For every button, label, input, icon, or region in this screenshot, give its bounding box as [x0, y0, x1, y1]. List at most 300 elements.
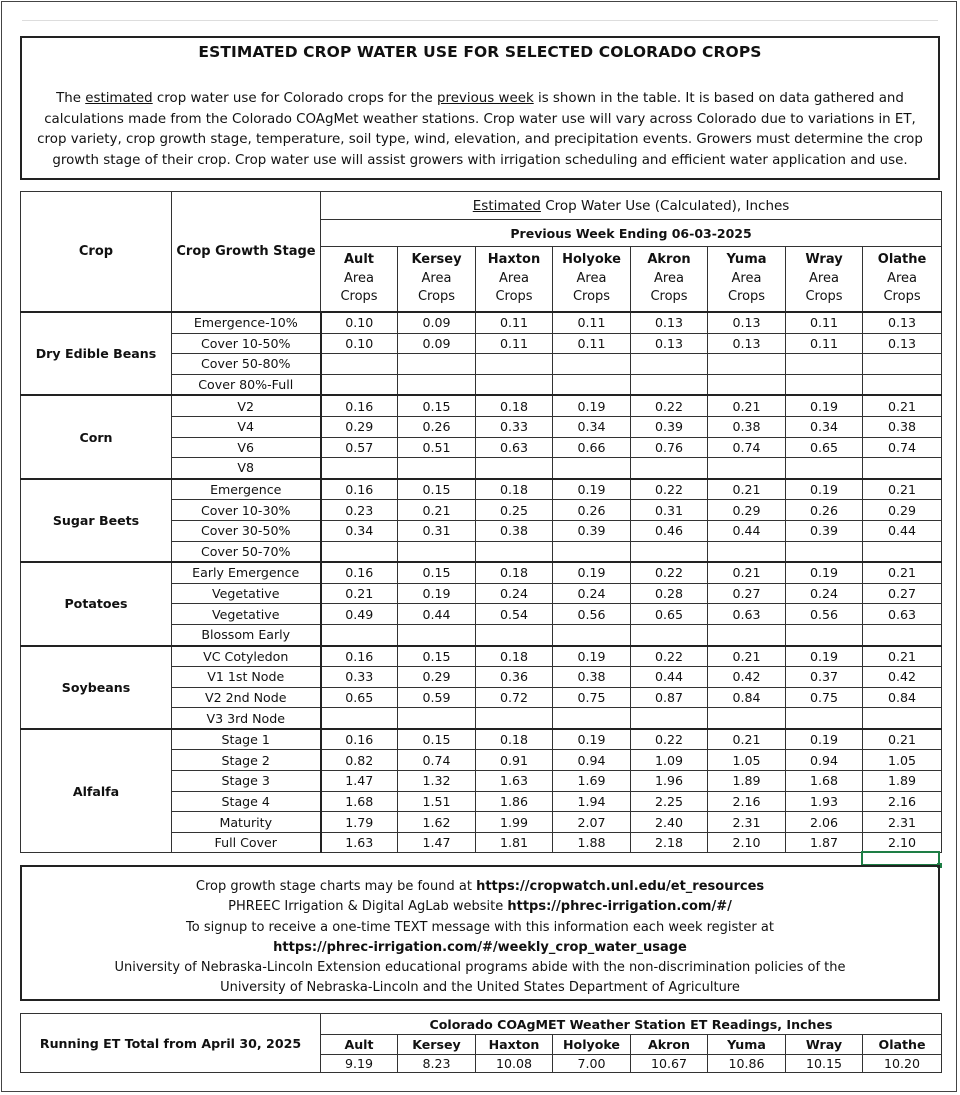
station-sub-area: Area — [499, 270, 529, 286]
water-use-cell[interactable]: 0.29 — [708, 500, 786, 521]
water-use-cell[interactable]: 0.11 — [786, 312, 863, 333]
water-use-cell[interactable]: 0.26 — [398, 416, 476, 437]
water-use-cell[interactable]: 0.63 — [708, 604, 786, 625]
water-use-cell[interactable]: 0.13 — [708, 333, 786, 354]
water-use-cell[interactable] — [398, 541, 476, 562]
water-use-cell[interactable] — [398, 458, 476, 479]
crop-water-use-table — [20, 191, 942, 853]
station-name: Haxton — [487, 252, 541, 268]
cropwatch-link[interactable]: https://cropwatch.unl.edu/et_resources — [476, 879, 765, 894]
station-sub-crops: Crops — [340, 289, 378, 305]
water-use-cell[interactable]: 0.21 — [708, 729, 786, 750]
water-use-cell[interactable]: 1.63 — [476, 771, 553, 792]
water-use-cell[interactable]: 1.63 — [321, 832, 398, 853]
water-use-cell[interactable]: 0.21 — [708, 562, 786, 583]
station-header-olathe — [863, 247, 942, 313]
running-station-name: Holyoke — [553, 1035, 631, 1055]
phrec-link[interactable]: https://phrec-irrigation.com/#/ — [507, 899, 732, 915]
water-use-cell[interactable]: 1.51 — [398, 791, 476, 812]
water-use-cell[interactable]: 1.79 — [321, 812, 398, 833]
water-use-cell[interactable]: 0.18 — [476, 479, 553, 500]
water-use-cell[interactable] — [476, 374, 553, 395]
water-use-cell[interactable]: 0.23 — [321, 500, 398, 521]
water-use-cell[interactable]: 0.42 — [863, 667, 942, 688]
station-header-holyoke — [553, 247, 631, 313]
water-use-cell[interactable]: 1.32 — [398, 771, 476, 792]
growth-stage: Cover 10-50% — [172, 333, 321, 354]
table-row — [21, 729, 942, 750]
water-use-cell[interactable]: 0.15 — [398, 646, 476, 667]
water-use-cell[interactable] — [631, 708, 708, 729]
water-use-cell[interactable] — [708, 541, 786, 562]
water-use-cell[interactable] — [863, 354, 942, 375]
water-use-cell[interactable]: 0.75 — [553, 687, 631, 708]
growth-stage: Full Cover — [172, 832, 321, 853]
station-sub-area: Area — [654, 270, 684, 286]
growth-stage: V4 — [172, 416, 321, 437]
water-use-cell[interactable] — [398, 708, 476, 729]
water-use-cell[interactable] — [321, 374, 398, 395]
water-use-cell[interactable]: 1.93 — [786, 791, 863, 812]
water-use-cell[interactable]: 0.39 — [553, 520, 631, 541]
water-use-cell[interactable]: 2.18 — [631, 832, 708, 853]
running-et-value[interactable]: 9.19 — [321, 1055, 398, 1073]
water-use-cell[interactable]: 0.66 — [553, 437, 631, 458]
water-use-cell[interactable]: 0.56 — [553, 604, 631, 625]
water-use-cell[interactable]: 0.46 — [631, 520, 708, 541]
water-use-cell[interactable]: 0.38 — [863, 416, 942, 437]
water-use-cell[interactable] — [708, 458, 786, 479]
water-use-cell[interactable]: 0.11 — [553, 312, 631, 333]
growth-stage: V1 1st Node — [172, 667, 321, 688]
water-use-cell[interactable]: 0.22 — [631, 729, 708, 750]
growth-stage: Stage 3 — [172, 771, 321, 792]
water-use-cell[interactable]: 0.24 — [786, 583, 863, 604]
water-use-cell[interactable]: 0.28 — [631, 583, 708, 604]
water-use-cell[interactable]: 2.25 — [631, 791, 708, 812]
water-use-cell[interactable] — [863, 708, 942, 729]
water-use-cell[interactable] — [786, 354, 863, 375]
water-use-cell[interactable]: 0.57 — [321, 437, 398, 458]
water-use-cell[interactable] — [708, 708, 786, 729]
water-use-cell[interactable]: 0.34 — [553, 416, 631, 437]
water-use-cell[interactable]: 0.13 — [631, 312, 708, 333]
water-use-cell[interactable]: 0.59 — [398, 687, 476, 708]
water-use-cell[interactable]: 0.25 — [476, 500, 553, 521]
running-et-value[interactable]: 8.23 — [398, 1055, 476, 1073]
water-use-cell[interactable]: 2.16 — [708, 791, 786, 812]
water-use-cell[interactable]: 0.15 — [398, 395, 476, 416]
water-use-cell[interactable]: 0.19 — [553, 646, 631, 667]
water-use-cell[interactable]: 2.16 — [863, 791, 942, 812]
water-use-cell[interactable]: 0.34 — [786, 416, 863, 437]
water-use-cell[interactable] — [476, 624, 553, 645]
running-station-name: Haxton — [476, 1035, 553, 1055]
footer-line-2 — [22, 897, 938, 917]
footer-line-3: To signup to receive a one-time TEXT message with this information each week register at — [186, 919, 774, 935]
station-sub-area: Area — [421, 270, 452, 286]
water-use-cell[interactable] — [786, 374, 863, 395]
water-use-cell[interactable]: 2.31 — [708, 812, 786, 833]
water-use-cell[interactable]: 0.38 — [553, 667, 631, 688]
water-use-cell[interactable]: 1.62 — [398, 812, 476, 833]
station-sub-crops: Crops — [805, 289, 843, 305]
water-use-cell[interactable]: 1.05 — [863, 750, 942, 771]
water-use-cell[interactable]: 0.11 — [476, 312, 553, 333]
running-et-value[interactable]: 10.67 — [631, 1055, 708, 1073]
water-use-cell[interactable] — [321, 708, 398, 729]
growth-stage: V2 — [172, 395, 321, 416]
water-use-cell[interactable]: 0.87 — [631, 687, 708, 708]
station-header-akron — [631, 247, 708, 313]
station-name: Wray — [805, 252, 843, 268]
water-use-cell[interactable]: 0.91 — [476, 750, 553, 771]
water-use-cell[interactable]: 0.76 — [631, 437, 708, 458]
water-use-cell[interactable]: 0.54 — [476, 604, 553, 625]
water-use-cell[interactable]: 0.10 — [321, 312, 398, 333]
intro-text-2: crop water use for Colorado crops for the — [152, 91, 438, 106]
water-use-cell[interactable]: 0.74 — [398, 750, 476, 771]
water-use-cell[interactable]: 0.26 — [553, 500, 631, 521]
water-use-cell[interactable]: 0.74 — [863, 437, 942, 458]
intro-text-1: The — [56, 91, 86, 106]
water-use-cell[interactable] — [553, 708, 631, 729]
water-use-cell[interactable]: 0.72 — [476, 687, 553, 708]
water-use-cell[interactable]: 0.13 — [631, 333, 708, 354]
station-name: Ault — [344, 252, 374, 268]
water-use-cell[interactable]: 0.33 — [476, 416, 553, 437]
water-use-cell[interactable]: 0.19 — [553, 395, 631, 416]
water-use-cell[interactable]: 1.47 — [398, 832, 476, 853]
growth-stage: Early Emergence — [172, 562, 321, 583]
crop-name: Dry Edible Beans — [21, 312, 172, 395]
water-use-cell[interactable]: 0.39 — [786, 520, 863, 541]
water-use-cell[interactable]: 0.63 — [863, 604, 942, 625]
water-use-cell[interactable]: 0.27 — [708, 583, 786, 604]
running-station-name: Ault — [321, 1035, 398, 1055]
water-use-cell[interactable]: 1.47 — [321, 771, 398, 792]
water-use-cell[interactable]: 0.19 — [398, 583, 476, 604]
water-use-cell[interactable] — [863, 458, 942, 479]
growth-stage: V6 — [172, 437, 321, 458]
water-use-cell[interactable]: 0.65 — [631, 604, 708, 625]
weekly-usage-link[interactable]: https://phrec-irrigation.com/#/weekly_crop_water_usage — [273, 939, 687, 955]
water-use-cell[interactable]: 0.21 — [708, 479, 786, 500]
water-use-cell[interactable]: 0.13 — [708, 312, 786, 333]
water-use-cell[interactable] — [476, 458, 553, 479]
water-use-cell[interactable] — [553, 374, 631, 395]
water-use-cell[interactable]: 0.44 — [631, 667, 708, 688]
water-use-cell[interactable]: 0.11 — [786, 333, 863, 354]
water-use-cell[interactable]: 0.65 — [321, 687, 398, 708]
water-use-cell[interactable] — [553, 624, 631, 645]
water-use-cell[interactable]: 0.16 — [321, 479, 398, 500]
growth-stage: Stage 2 — [172, 750, 321, 771]
crop-name: Alfalfa — [21, 729, 172, 853]
water-use-cell[interactable]: 0.16 — [321, 395, 398, 416]
table-title — [321, 192, 942, 220]
running-et-value[interactable]: 7.00 — [553, 1055, 631, 1073]
water-use-cell[interactable]: 0.94 — [786, 750, 863, 771]
station-sub-crops: Crops — [650, 289, 688, 305]
running-et-value[interactable]: 10.86 — [708, 1055, 786, 1073]
water-use-cell[interactable] — [398, 624, 476, 645]
water-use-cell[interactable]: 0.22 — [631, 479, 708, 500]
water-use-cell[interactable]: 0.13 — [863, 312, 942, 333]
water-use-cell[interactable]: 0.51 — [398, 437, 476, 458]
water-use-cell[interactable] — [863, 374, 942, 395]
water-use-cell[interactable]: 0.31 — [631, 500, 708, 521]
sheet-gridline — [22, 20, 938, 21]
water-use-cell[interactable]: 0.21 — [863, 562, 942, 583]
water-use-cell[interactable]: 0.18 — [476, 646, 553, 667]
water-use-cell[interactable]: 1.86 — [476, 791, 553, 812]
water-use-cell[interactable]: 0.19 — [786, 562, 863, 583]
water-use-cell[interactable]: 0.18 — [476, 395, 553, 416]
station-name: Kersey — [411, 252, 462, 268]
footer-line-6: University of Nebraska-Lincoln and the United States Department of Agriculture — [220, 980, 740, 996]
growth-stage: Cover 80%-Full — [172, 374, 321, 395]
water-use-cell[interactable]: 0.75 — [786, 687, 863, 708]
running-station-name: Yuma — [708, 1035, 786, 1055]
water-use-cell[interactable]: 0.15 — [398, 729, 476, 750]
running-station-name: Kersey — [398, 1035, 476, 1055]
footer-line-1 — [22, 877, 938, 897]
station-header-wray — [786, 247, 863, 313]
water-use-cell[interactable] — [631, 541, 708, 562]
water-use-cell[interactable]: 0.19 — [553, 729, 631, 750]
station-sub-area: Area — [809, 270, 839, 286]
water-use-cell[interactable]: 0.44 — [708, 520, 786, 541]
water-use-cell[interactable]: 0.36 — [476, 667, 553, 688]
water-use-cell[interactable]: 0.16 — [321, 646, 398, 667]
water-use-cell[interactable] — [321, 624, 398, 645]
water-use-cell[interactable]: 0.33 — [321, 667, 398, 688]
water-use-cell[interactable]: 2.40 — [631, 812, 708, 833]
water-use-cell[interactable]: 0.38 — [476, 520, 553, 541]
water-use-cell[interactable]: 0.22 — [631, 646, 708, 667]
water-use-cell[interactable]: 1.89 — [863, 771, 942, 792]
water-use-cell[interactable]: 1.87 — [786, 832, 863, 853]
water-use-cell[interactable]: 0.21 — [863, 479, 942, 500]
water-use-cell[interactable]: 0.22 — [631, 562, 708, 583]
water-use-cell[interactable]: 0.19 — [553, 479, 631, 500]
station-sub-crops: Crops — [417, 289, 456, 305]
water-use-cell[interactable]: 0.21 — [708, 646, 786, 667]
water-use-cell[interactable]: 0.27 — [863, 583, 942, 604]
growth-stage: V2 2nd Node — [172, 687, 321, 708]
water-use-cell[interactable]: 0.19 — [553, 562, 631, 583]
station-sub-area: Area — [887, 270, 918, 286]
water-use-cell[interactable] — [321, 354, 398, 375]
water-use-cell[interactable]: 1.88 — [553, 832, 631, 853]
page-title: ESTIMATED CROP WATER USE FOR SELECTED COLORADO CROPS — [198, 43, 762, 61]
water-use-cell[interactable]: 0.29 — [321, 416, 398, 437]
station-name: Akron — [647, 252, 691, 268]
water-use-cell[interactable] — [786, 458, 863, 479]
water-use-cell[interactable]: 0.21 — [321, 583, 398, 604]
growth-stage: Cover 10-30% — [172, 500, 321, 521]
water-use-cell[interactable]: 0.29 — [863, 500, 942, 521]
stage-column-header: Crop Growth Stage — [172, 192, 321, 313]
water-use-cell[interactable]: 0.26 — [786, 500, 863, 521]
water-use-cell[interactable] — [321, 541, 398, 562]
water-use-cell[interactable]: 0.21 — [863, 646, 942, 667]
water-use-cell[interactable] — [553, 458, 631, 479]
water-use-cell[interactable]: 2.31 — [863, 812, 942, 833]
water-use-cell[interactable]: 0.94 — [553, 750, 631, 771]
running-et-value[interactable]: 10.08 — [476, 1055, 553, 1073]
table-title-rest: Crop Water Use (Calculated), Inches — [540, 197, 790, 214]
growth-stage: V3 3rd Node — [172, 708, 321, 729]
table-row — [21, 395, 942, 416]
water-use-cell[interactable] — [863, 541, 942, 562]
running-station-name: Olathe — [863, 1035, 942, 1055]
growth-stage: Vegetative — [172, 604, 321, 625]
water-use-cell[interactable]: 0.74 — [708, 437, 786, 458]
water-use-cell[interactable]: 0.16 — [321, 562, 398, 583]
intro-estimated: estimated — [85, 91, 153, 106]
water-use-cell[interactable]: 1.94 — [553, 791, 631, 812]
crop-name: Sugar Beets — [21, 479, 172, 562]
station-sub-crops: Crops — [572, 289, 611, 305]
footer-info-box — [20, 865, 940, 1001]
water-use-cell[interactable] — [631, 374, 708, 395]
water-use-cell[interactable] — [708, 354, 786, 375]
water-use-cell[interactable] — [398, 354, 476, 375]
water-use-cell[interactable]: 0.56 — [786, 604, 863, 625]
water-use-cell[interactable]: 1.68 — [786, 771, 863, 792]
station-header-yuma — [708, 247, 786, 313]
water-use-cell[interactable]: 1.05 — [708, 750, 786, 771]
water-use-cell[interactable] — [398, 374, 476, 395]
water-use-cell[interactable]: 0.16 — [321, 729, 398, 750]
water-use-cell[interactable] — [553, 541, 631, 562]
water-use-cell[interactable]: 0.31 — [398, 520, 476, 541]
water-use-cell[interactable]: 0.13 — [863, 333, 942, 354]
water-use-cell[interactable]: 0.22 — [631, 395, 708, 416]
water-use-cell[interactable]: 0.82 — [321, 750, 398, 771]
water-use-cell[interactable]: 0.21 — [398, 500, 476, 521]
water-use-cell[interactable]: 0.84 — [708, 687, 786, 708]
intro-text-3: is shown in the table. It is based on data gathered and calculations made from the Colorado COAgMet weather stations. Crop water use will vary across Colorado due to variations in ET, crop variety, crop growth stage, temperature, soil type, wind, elevation, and precipitation events. Growers must determine the crop growth stage of their crop. Crop water use will assist growers with irrigation scheduling and efficient water application and use. — [37, 91, 923, 168]
water-use-cell[interactable]: 0.15 — [398, 479, 476, 500]
station-sub-crops: Crops — [727, 289, 766, 305]
water-use-cell[interactable]: 0.44 — [398, 604, 476, 625]
water-use-cell[interactable] — [321, 458, 398, 479]
water-use-cell[interactable]: 0.84 — [863, 687, 942, 708]
water-use-cell[interactable]: 0.63 — [476, 437, 553, 458]
water-use-cell[interactable] — [708, 624, 786, 645]
water-use-cell[interactable]: 0.34 — [321, 520, 398, 541]
water-use-cell[interactable]: 1.09 — [631, 750, 708, 771]
station-sub-area: Area — [731, 270, 762, 286]
water-use-cell[interactable]: 1.96 — [631, 771, 708, 792]
water-use-cell[interactable]: 0.37 — [786, 667, 863, 688]
station-sub-area: Area — [576, 270, 607, 286]
water-use-cell[interactable] — [476, 708, 553, 729]
water-use-cell[interactable]: 1.69 — [553, 771, 631, 792]
table-row — [21, 562, 942, 583]
water-use-cell[interactable]: 0.19 — [786, 395, 863, 416]
table-title-estimated: Estimated — [472, 197, 541, 214]
running-et-value[interactable]: 10.20 — [863, 1055, 942, 1073]
water-use-cell[interactable]: 0.29 — [398, 667, 476, 688]
water-use-cell[interactable]: 0.09 — [398, 333, 476, 354]
water-use-cell[interactable]: 2.10 — [708, 832, 786, 853]
water-use-cell[interactable] — [476, 541, 553, 562]
growth-stage: Stage 1 — [172, 729, 321, 750]
water-use-cell[interactable]: 0.49 — [321, 604, 398, 625]
water-use-cell[interactable] — [631, 458, 708, 479]
water-use-cell[interactable]: 0.39 — [631, 416, 708, 437]
water-use-cell[interactable]: 0.42 — [708, 667, 786, 688]
water-use-cell[interactable]: 1.99 — [476, 812, 553, 833]
water-use-cell[interactable]: 0.38 — [708, 416, 786, 437]
water-use-cell[interactable]: 0.21 — [863, 395, 942, 416]
water-use-cell[interactable]: 2.06 — [786, 812, 863, 833]
water-use-cell[interactable] — [476, 354, 553, 375]
water-use-cell[interactable]: 1.68 — [321, 791, 398, 812]
water-use-cell[interactable]: 0.10 — [321, 333, 398, 354]
water-use-cell[interactable]: 0.19 — [786, 479, 863, 500]
water-use-cell[interactable]: 2.07 — [553, 812, 631, 833]
water-use-cell[interactable]: 1.81 — [476, 832, 553, 853]
station-header-kersey — [398, 247, 476, 313]
water-use-cell[interactable] — [631, 354, 708, 375]
water-use-cell[interactable]: 0.11 — [553, 333, 631, 354]
water-use-cell[interactable]: 0.15 — [398, 562, 476, 583]
water-use-cell[interactable]: 0.44 — [863, 520, 942, 541]
intro-paragraph — [36, 89, 924, 171]
water-use-cell[interactable]: 0.11 — [476, 333, 553, 354]
water-use-cell[interactable] — [786, 624, 863, 645]
water-use-cell[interactable]: 0.24 — [553, 583, 631, 604]
water-use-cell[interactable]: 0.21 — [863, 729, 942, 750]
running-et-label: Running ET Total from April 30, 2025 — [21, 1014, 321, 1073]
growth-stage: Emergence — [172, 479, 321, 500]
station-header-ault — [321, 247, 398, 313]
water-use-cell[interactable] — [631, 624, 708, 645]
water-use-cell[interactable] — [863, 624, 942, 645]
water-use-cell[interactable]: 0.24 — [476, 583, 553, 604]
growth-stage: Stage 4 — [172, 791, 321, 812]
water-use-cell[interactable]: 0.21 — [708, 395, 786, 416]
intro-previous-week: previous week — [437, 91, 534, 106]
crop-column-header: Crop — [21, 192, 172, 313]
water-use-cell[interactable] — [786, 541, 863, 562]
selected-cell[interactable] — [861, 851, 940, 866]
water-use-cell[interactable]: 2.10 — [863, 832, 942, 853]
footer-line-1-text: Crop growth stage charts may be found at — [195, 879, 477, 894]
water-use-cell[interactable]: 0.18 — [476, 729, 553, 750]
water-use-cell[interactable]: 1.89 — [708, 771, 786, 792]
water-use-cell[interactable]: 0.09 — [398, 312, 476, 333]
water-use-cell[interactable] — [786, 708, 863, 729]
water-use-cell[interactable]: 0.18 — [476, 562, 553, 583]
running-et-value[interactable]: 10.15 — [786, 1055, 863, 1073]
water-use-cell[interactable] — [553, 354, 631, 375]
water-use-cell[interactable]: 0.19 — [786, 646, 863, 667]
water-use-cell[interactable]: 0.19 — [786, 729, 863, 750]
table-row — [21, 479, 942, 500]
water-use-cell[interactable]: 0.65 — [786, 437, 863, 458]
growth-stage: Vegetative — [172, 583, 321, 604]
station-sub-area: Area — [344, 270, 374, 286]
running-station-name: Akron — [631, 1035, 708, 1055]
running-station-name: Wray — [786, 1035, 863, 1055]
water-use-cell[interactable] — [708, 374, 786, 395]
